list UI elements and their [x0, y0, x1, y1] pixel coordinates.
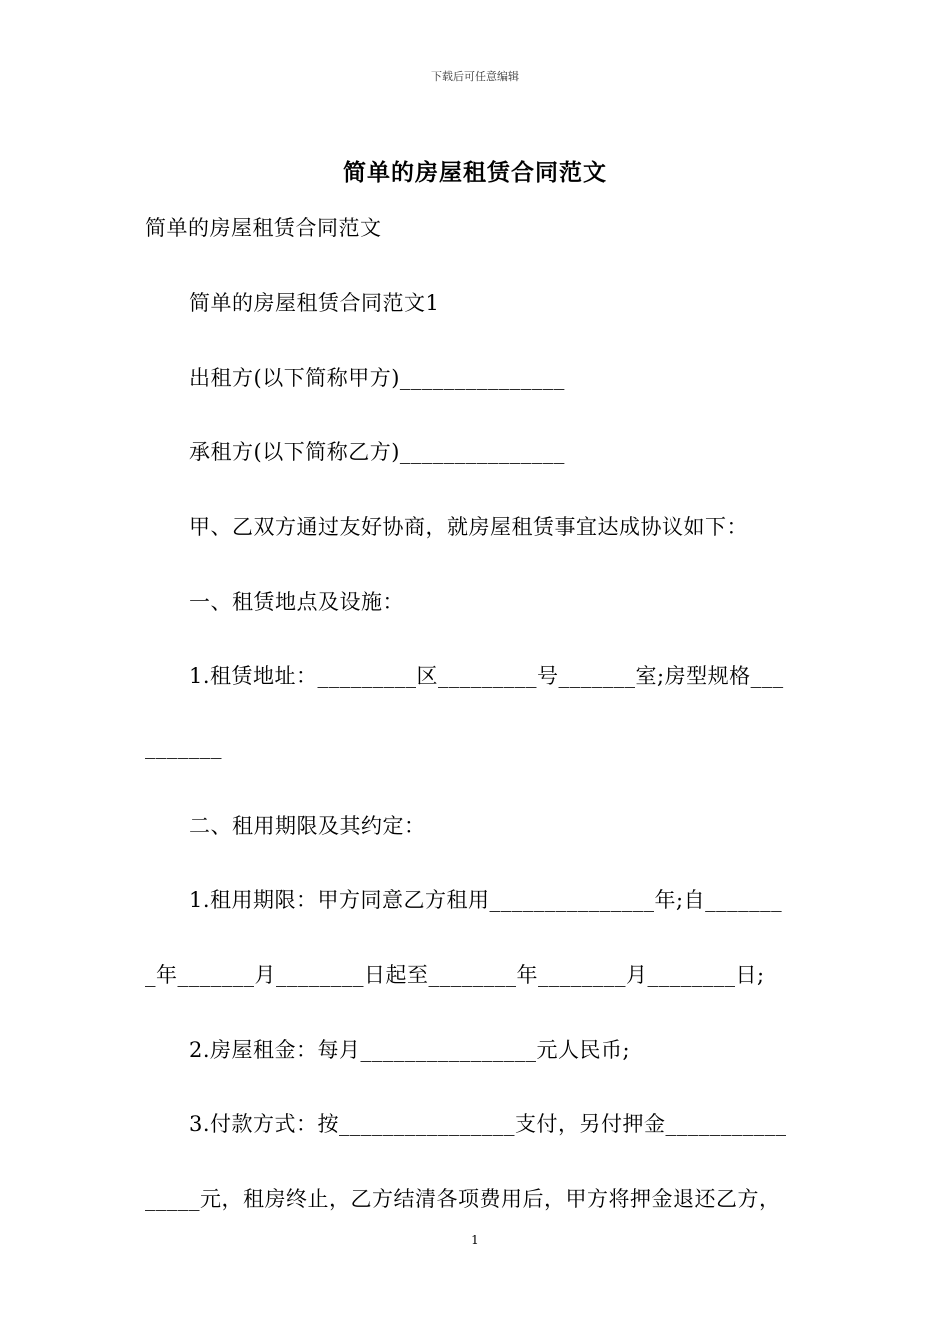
- clause-2-3: 3.付款方式：按________________支付，另付押金___________: [189, 1112, 787, 1136]
- clause-2-3-continued: _____元，租房终止，乙方结清各项费用后，甲方将押金退还乙方，: [145, 1187, 781, 1211]
- clause-2-1-continued: _年_______月________日起至________年________月________日;: [145, 963, 765, 987]
- header-note: 下载后可任意编辑: [431, 70, 519, 83]
- agreement-intro: 甲、乙双方通过友好协商，就房屋租赁事宜达成协议如下：: [189, 515, 748, 539]
- clause-1-1-continued: _______: [145, 735, 222, 759]
- page-number: 1: [471, 1233, 479, 1247]
- clause-heading-2: 二、租用期限及其约定：: [189, 814, 426, 838]
- clause-heading-1: 一、租赁地点及设施：: [189, 590, 404, 614]
- clause-2-2: 2.房屋租金：每月________________元人民币;: [189, 1038, 631, 1062]
- document-title: 简单的房屋租赁合同范文: [343, 159, 607, 186]
- clause-2-1: 1.租用期限：甲方同意乙方租用_______________年;自_______: [189, 888, 783, 912]
- lessor-line: 出租方(以下简称甲方)_______________: [189, 366, 565, 390]
- clause-1-1: 1.租赁地址：_________区_________号_______室;房型规格___: [189, 664, 784, 688]
- section-heading: 简单的房屋租赁合同范文1: [189, 291, 440, 315]
- subtitle-line: 简单的房屋租赁合同范文: [145, 216, 382, 240]
- lessee-line: 承租方(以下简称乙方)_______________: [189, 440, 565, 464]
